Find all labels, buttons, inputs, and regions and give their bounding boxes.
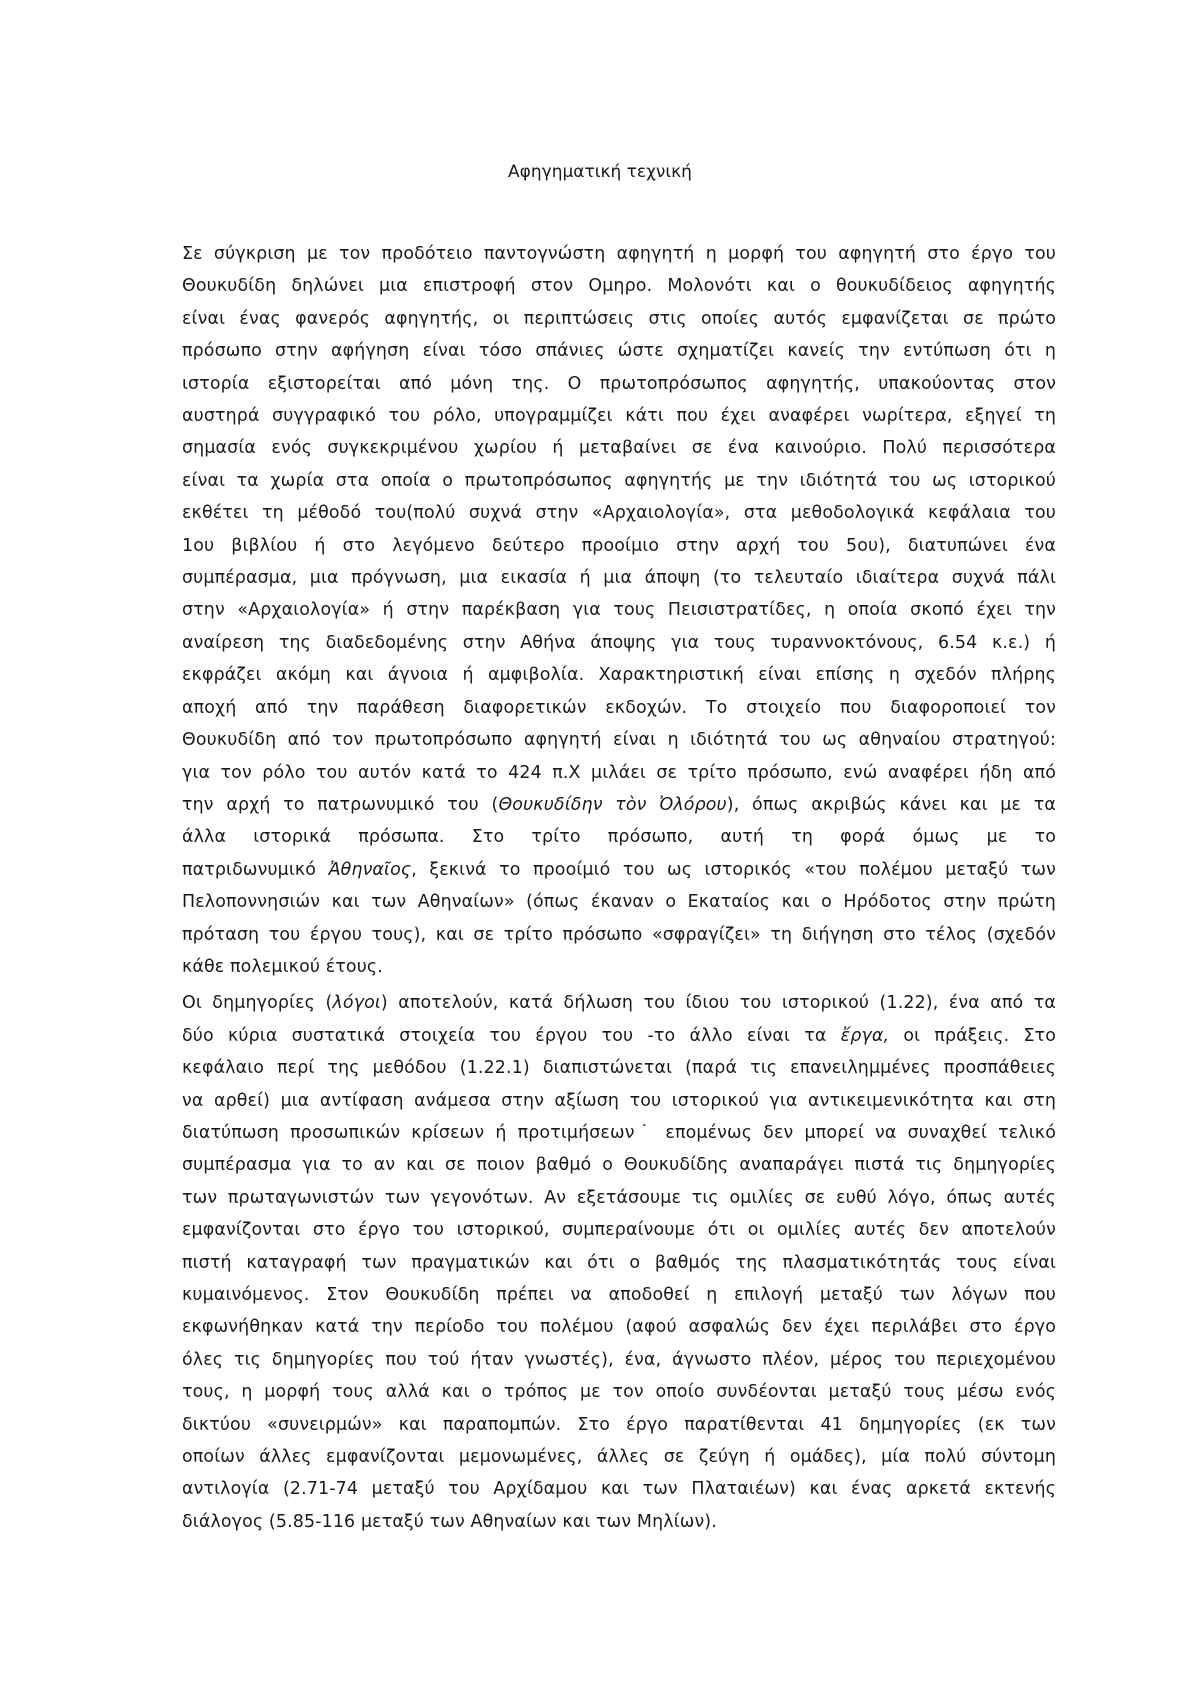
text-line bbox=[182, 1506, 1056, 1538]
text-line bbox=[182, 789, 1056, 821]
text-line bbox=[182, 1085, 1056, 1117]
text-run: είναι τα χωρία στα οποία ο πρωτοπρόσωπος αφηγητής με την ιδιότητά του ως ιστορικού bbox=[182, 470, 1056, 491]
text-run: Οι δημηγορίες ( bbox=[182, 993, 333, 1014]
text-line bbox=[182, 562, 1056, 594]
text-line bbox=[182, 400, 1056, 432]
text-run: ιστορία εξιστορείται από μόνη της. Ο πρωτοπρόσωπος αφηγητής, υπακούοντας στον bbox=[182, 373, 1056, 394]
text-line bbox=[182, 1214, 1056, 1246]
text-line bbox=[182, 1279, 1056, 1311]
text-line bbox=[182, 627, 1056, 659]
text-line bbox=[182, 1052, 1056, 1084]
text-line bbox=[182, 724, 1056, 756]
text-run: πρόσωπο στην αφήγηση είναι τόσο σπάνιες ώστε σχηματίζει κανείς την εντύπωση ότι η bbox=[182, 341, 1056, 362]
text-run: Θουκυδίδη δηλώνει μια επιστροφή στον Ομηρο. Μολονότι και ο θουκυδίδειος αφηγητής bbox=[182, 276, 1056, 297]
text-run: πατριδωνυμικό bbox=[182, 859, 329, 880]
text-line bbox=[182, 854, 1056, 886]
text-run: διάλογος (5.85-116 μεταξύ των Αθηναίων και των Μηλίων). bbox=[182, 1511, 717, 1532]
text-run: όλες τις δημηγορίες που τού ήταν γνωστές), ένα, άγνωστο πλέον, μέρος του περιεχομένου bbox=[182, 1349, 1056, 1370]
text-line bbox=[182, 1409, 1056, 1441]
text-line bbox=[182, 1182, 1056, 1214]
text-run: είναι ένας φανερός αφηγητής, οι περιπτώσεις στις οποίες αυτός εμφανίζεται σε πρώτο bbox=[182, 308, 1056, 329]
text-run: αποχή από την παράθεση διαφορετικών εκδοχών. Το στοιχείο που διαφοροποιεί τον bbox=[182, 697, 1056, 718]
text-line bbox=[182, 919, 1056, 951]
text-line bbox=[182, 987, 1056, 1019]
text-run: αυστηρά συγγραφικό του ρόλο, υπογραμμίζει κάτι που έχει αναφέρει νωρίτερα, εξηγεί τη bbox=[182, 406, 1056, 427]
italic-term: Ἀθηναῖος bbox=[328, 859, 412, 880]
text-line bbox=[182, 497, 1056, 529]
text-run: Θουκυδίδη από τον πρωτοπρόσωπο αφηγητή είναι η ιδιότητά του ως αθηναίου στρατηγού: bbox=[182, 730, 1056, 751]
text-line bbox=[182, 335, 1056, 367]
text-line bbox=[182, 1247, 1056, 1279]
text-run: οποίων άλλες εμφανίζονται μεμονωμένες, άλλες σε ζεύγη ή ομάδες), μία πολύ σύντομη bbox=[182, 1447, 1056, 1468]
text-run: διατύπωση προσωπικών κρίσεων ή προτιμήσεων˙ επομένως δεν μπορεί να συναχθεί τελικό bbox=[182, 1122, 1056, 1143]
text-run: στην «Αρχαιολογία» ή στην παρέκβαση για τους Πεισιστρατίδες, η οποία σκοπό έχει την bbox=[182, 600, 1056, 621]
text-line bbox=[182, 465, 1056, 497]
text-line bbox=[182, 951, 1056, 983]
text-run: οι πράξεις. Στο bbox=[889, 1025, 1056, 1046]
text-line bbox=[182, 594, 1056, 626]
text-run: κάθε πολεμικού έτους. bbox=[182, 956, 383, 977]
text-run: εκθέτει τη μέθοδό του(πολύ συχνά στην «Αρχαιολογία», στα μεθοδολογικά κεφάλαια του bbox=[182, 503, 1056, 524]
text-run: συμπέρασμα για το αν και σε ποιον βαθμό ο Θουκυδίδης αναπαράγει πιστά τις δημηγορίες bbox=[182, 1155, 1056, 1176]
text-run: ), όπως ακριβώς κάνει και με τα bbox=[726, 794, 1056, 815]
text-run: των πρωταγωνιστών των γεγονότων. Αν εξετάσουμε τις ομιλίες σε ευθύ λόγο, όπως αυτές bbox=[182, 1187, 1056, 1208]
text-run: πρόταση του έργου τους), και σε τρίτο πρόσωπο «σφραγίζει» τη διήγηση στο τέλος (σχεδόν bbox=[182, 924, 1056, 945]
text-line bbox=[182, 1149, 1056, 1181]
text-line bbox=[182, 1376, 1056, 1408]
text-run: πιστή καταγραφή των πραγματικών και ότι ο βαθμός της πλασματικότητάς τους είναι bbox=[182, 1252, 1056, 1273]
document-body bbox=[182, 238, 1056, 1538]
italic-term: Θουκυδίδην τὸν Ὀλόρου bbox=[498, 794, 727, 815]
text-line bbox=[182, 1344, 1056, 1376]
text-run: δικτύου «συνειρμών» και παραπομπών. Στο έργο παρατίθενται 41 δημηγορίες (εκ των bbox=[182, 1414, 1056, 1435]
text-run: δύο κύρια συστατικά στοιχεία του έργου του -το άλλο είναι τα bbox=[182, 1025, 841, 1046]
text-run: Πελοποννησιών και των Αθηναίων» (όπως έκαναν ο Εκαταίος και ο Ηρόδοτος στην πρώτη bbox=[182, 892, 1056, 913]
text-run: αναίρεση της διαδεδομένης στην Αθήνα άποψης για τους τυραννοκτόνους, 6.54 κ.ε.) ή bbox=[182, 632, 1056, 653]
text-line bbox=[182, 886, 1056, 918]
paragraph-narrator bbox=[182, 238, 1056, 983]
text-line bbox=[182, 368, 1056, 400]
text-run: εμφανίζονται στο έργο του ιστορικού, συμπεραίνουμε ότι οι ομιλίες αυτές δεν αποτελούν bbox=[182, 1220, 1056, 1241]
text-run: την αρχή το πατρωνυμικό του ( bbox=[182, 794, 499, 815]
text-run: εκφράζει ακόμη και άγνοια ή αμφιβολία. Χαρακτηριστική είναι επίσης η σχεδόν πλήρης bbox=[182, 665, 1056, 686]
text-line bbox=[182, 432, 1056, 464]
text-run: , ξεκινά το προοίμιό του ως ιστορικός «του πολέμου μεταξύ των bbox=[411, 859, 1056, 880]
text-run: Σε σύγκριση με τον προδότειο παντογνώστη αφηγητή η μορφή του αφηγητή στο έργο του bbox=[182, 244, 1056, 264]
text-run: κυμαινόμενος. Στον Θουκυδίδη πρέπει να αποδοθεί η επιλογή μεταξύ των λόγων που bbox=[182, 1285, 1056, 1305]
text-run: τους, η μορφή τους αλλά και ο τρόπος με τον οποίο συνδέονται μεταξύ τους μέσω ενός bbox=[182, 1382, 1056, 1403]
text-run: εκφωνήθηκαν κατά την περίοδο του πολέμου (αφού ασφαλώς δεν έχει περιλάβει στο έργο bbox=[182, 1317, 1056, 1338]
italic-term: λόγοι bbox=[332, 993, 381, 1014]
text-line bbox=[182, 1117, 1056, 1149]
text-line bbox=[182, 659, 1056, 691]
text-line bbox=[182, 1441, 1056, 1473]
text-line bbox=[182, 692, 1056, 724]
text-run: άλλα ιστορικά πρόσωπα. Στο τρίτο πρόσωπο, αυτή τη φορά όμως με το bbox=[182, 827, 1056, 848]
document-title: Αφηγηματική τεχνική bbox=[508, 162, 692, 182]
text-line bbox=[182, 303, 1056, 335]
text-line bbox=[182, 821, 1056, 853]
text-run: να αρθεί) μια αντίφαση ανάμεσα στην αξίωση του ιστορικού για αντικειμενικότητα και στη bbox=[182, 1090, 1056, 1111]
text-line bbox=[182, 1020, 1056, 1052]
text-line bbox=[182, 270, 1056, 302]
text-run: συμπέρασμα, μια πρόγνωση, μια εικασία ή μια άποψη (το τελευταίο ιδιαίτερα συχνά πάλι bbox=[182, 568, 1056, 589]
italic-term: ἔργα, bbox=[840, 1025, 890, 1046]
text-run: σημασία ενός συγκεκριμένου χωρίου ή μεταβαίνει σε ένα καινούριο. Πολύ περισσότερα bbox=[182, 438, 1056, 459]
text-run: ) αποτελούν, κατά δήλωση του ίδιου του ιστορικού (1.22), ένα από τα bbox=[380, 993, 1056, 1014]
text-run: κεφάλαιο περί της μεθόδου (1.22.1) διαπιστώνεται (παρά τις επανειλημμένες προσπάθειες bbox=[182, 1058, 1056, 1079]
text-run: για τον ρόλο του αυτόν κατά το 424 π.Χ μιλάει σε τρίτο πρόσωπο, ενώ αναφέρει ήδη από bbox=[182, 762, 1056, 783]
text-line bbox=[182, 1311, 1056, 1343]
text-line bbox=[182, 1473, 1056, 1505]
text-run: αντιλογία (2.71-74 μεταξύ του Αρχίδαμου και των Πλαταιέων) και ένας αρκετά εκτενής bbox=[182, 1479, 1056, 1500]
paragraph-speeches bbox=[182, 987, 1056, 1538]
text-line bbox=[182, 238, 1056, 270]
text-run: 1ου βιβλίου ή στο λεγόμενο δεύτερο προοίμιο στην αρχή του 5ου), διατυπώνει ένα bbox=[182, 535, 1056, 556]
text-line bbox=[182, 757, 1056, 789]
text-line bbox=[182, 530, 1056, 562]
